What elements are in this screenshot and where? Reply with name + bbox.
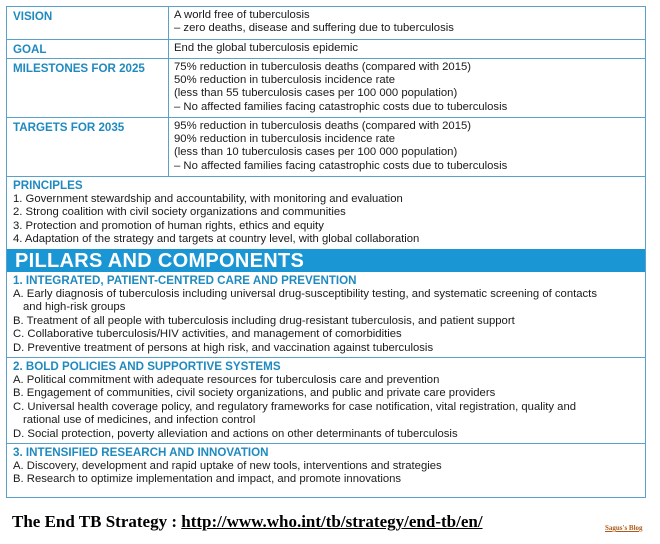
targets-line: 90% reduction in tuberculosis incidence rate: [174, 133, 396, 146]
pillar-2-section: [7, 358, 645, 444]
targets-label: TARGETS FOR 2035: [7, 118, 169, 176]
pillar-3-item: A. Discovery, development and rapid uptake of new tools, interventions and strategies: [13, 459, 442, 472]
pillar-2-item-c-line2: rational use of medicines, and infection control: [23, 414, 256, 427]
pillar-1-item-a-line2: and high-risk groups: [23, 301, 126, 314]
footer-prefix: The End TB Strategy :: [12, 512, 182, 531]
milestones-value: [169, 59, 645, 117]
principle-item: 1. Government stewardship and accountability, with monitoring and evaluation: [13, 192, 403, 205]
targets-row: [7, 118, 645, 177]
goal-line: End the global tuberculosis epidemic: [174, 42, 358, 54]
pillar-1-item: B. Treatment of all people with tuberculosis including drug-resistant tuberculosis, and patient support: [13, 314, 515, 327]
pillar-2-item-c-line1: C. Universal health coverage policy, and regulatory frameworks for case notification, vital registration, quality and: [13, 400, 577, 413]
milestones-line: 75% reduction in tuberculosis deaths (compared with 2015): [174, 61, 472, 73]
blog-signature[interactable]: Sagus's Blog: [605, 524, 643, 532]
pillar-2-item: [13, 401, 639, 428]
pillar-1-section: [7, 272, 645, 358]
milestones-row: [7, 59, 645, 118]
targets-line: – No affected families facing catastrophic costs due to tuberculosis: [174, 159, 508, 172]
goal-value: [169, 40, 645, 58]
goal-label: GOAL: [7, 40, 169, 58]
vision-value: [169, 7, 645, 39]
pillar-2-heading: 2. BOLD POLICIES AND SUPPORTIVE SYSTEMS: [13, 360, 281, 373]
vision-line: A world free of tuberculosis: [174, 9, 310, 21]
milestones-line: (less than 55 tuberculosis cases per 100 000 population): [174, 87, 458, 100]
strategy-link[interactable]: http://www.who.int/tb/strategy/end-tb/en/: [181, 512, 483, 531]
pillar-1-item-a-line1: A. Early diagnosis of tuberculosis including universal drug-susceptibility testing, and systematic screening of contacts: [13, 287, 597, 300]
pillar-1-item: [13, 288, 639, 315]
targets-line: 95% reduction in tuberculosis deaths (compared with 2015): [174, 120, 472, 132]
pillar-2-item: B. Engagement of communities, civil society organizations, and public and private care providers: [13, 387, 496, 400]
principle-item: 3. Protection and promotion of human rights, ethics and equity: [13, 219, 324, 232]
milestones-line: – No affected families facing catastrophic costs due to tuberculosis: [174, 100, 508, 113]
pillar-2-item: D. Social protection, poverty alleviation and actions on other determinants of tuberculosis: [13, 427, 458, 440]
pillar-1-item: C. Collaborative tuberculosis/HIV activities, and management of comorbidities: [13, 328, 402, 341]
targets-line: (less than 10 tuberculosis cases per 100 000 population): [174, 146, 458, 159]
strategy-table: [6, 6, 646, 498]
goal-row: [7, 40, 645, 59]
pillar-1-heading: 1. INTEGRATED, PATIENT-CENTRED CARE AND PREVENTION: [13, 274, 357, 287]
principles-heading: PRINCIPLES: [13, 179, 83, 192]
principle-item: 4. Adaptation of the strategy and targets at country level, with global collaboration: [13, 233, 420, 246]
pillar-1-item: D. Preventive treatment of persons at high risk, and vaccination against tuberculosis: [13, 341, 434, 354]
vision-row: [7, 7, 645, 40]
vision-line: – zero deaths, disease and suffering due to tuberculosis: [174, 22, 454, 35]
footer-caption: [12, 512, 483, 532]
pillar-3-item: B. Research to optimize implementation and impact, and promote innovations: [13, 473, 402, 486]
pillar-3-heading: 3. INTENSIFIED RESEARCH AND INNOVATION: [13, 446, 269, 459]
pillars-banner: PILLARS AND COMPONENTS: [7, 249, 645, 272]
pillar-2-item: A. Political commitment with adequate resources for tuberculosis care and prevention: [13, 373, 440, 386]
targets-value: [169, 118, 645, 176]
principles-section: [7, 177, 645, 249]
principle-item: 2. Strong coalition with civil society organizations and communities: [13, 206, 346, 219]
milestones-line: 50% reduction in tuberculosis incidence rate: [174, 74, 396, 87]
pillar-3-section: [7, 444, 645, 491]
milestones-label: MILESTONES FOR 2025: [7, 59, 169, 117]
vision-label: VISION: [7, 7, 169, 39]
